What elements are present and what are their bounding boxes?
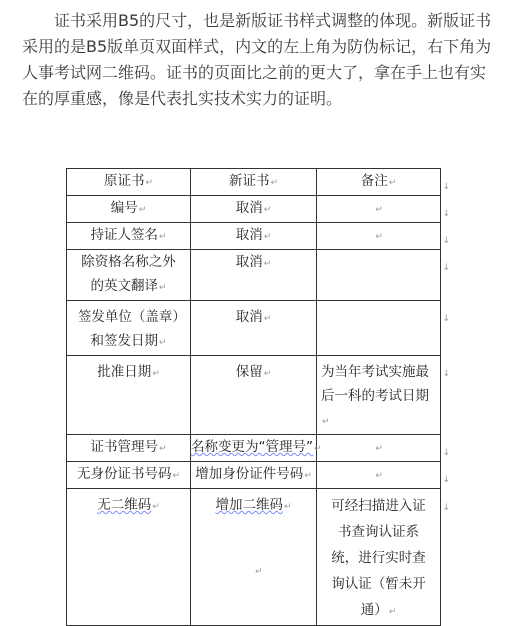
- cell-original: 批准日期↵: [67, 356, 191, 435]
- cell-remark: ↓: [317, 301, 441, 356]
- table-row: [67, 356, 441, 435]
- cell-remark: ↵ ↓: [317, 223, 441, 250]
- intro-text: 证书采用B5的尺寸，也是新版证书样式调整的体现。新版证书采用的是B5版单页双面样式，内文的左上角为防伪标记，右下角为人事考试网二维码。证书的页面比之前的更大了，拿在手上也有实在的厚重感，像是代表扎实技术实力的证明。: [22, 11, 492, 108]
- certificate-comparison-table: [66, 168, 450, 626]
- cell-original: 签发单位（盖章）和签发日期↵: [67, 301, 191, 356]
- cell-original: 无身份证书号码↵: [67, 462, 191, 489]
- table-row: [67, 435, 441, 462]
- cell-remark: ↵ ↓: [317, 462, 441, 489]
- cell-new: 取消↵: [191, 301, 317, 356]
- cell-new: 取消↵: [191, 223, 317, 250]
- table-row: [67, 196, 441, 223]
- cell-new: 取消↵: [191, 196, 317, 223]
- header-original: 原证书↵: [67, 169, 191, 196]
- header-new: 新证书↵: [191, 169, 317, 196]
- cell-remark: 可经扫描进入证书查询认证系统，进行实时查询认证（暂未开通）↵ ↓: [317, 489, 441, 626]
- table-row: [67, 223, 441, 250]
- cell-new: 增加身份证件号码↵: [191, 462, 317, 489]
- cell-original: 持证人签名↵: [67, 223, 191, 250]
- table-row: [67, 250, 441, 301]
- paragraph-mark: ↵: [255, 567, 263, 577]
- cell-remark: ↓: [317, 250, 441, 301]
- cell-new: 取消↵: [191, 250, 317, 301]
- cell-new: 名称变更为“管理号”↵: [191, 435, 317, 462]
- table-row: [67, 301, 441, 356]
- cell-original: 除资格名称之外的英文翻译↵: [67, 250, 191, 301]
- header-remark: 备注↵ ↓: [317, 169, 441, 196]
- cell-original: 证书管理号↵: [67, 435, 191, 462]
- intro-paragraph: [22, 8, 492, 112]
- cell-new: 保留↵: [191, 356, 317, 435]
- cell-original: 无二维码↵: [67, 489, 191, 626]
- cell-remark: ↵ ↓: [317, 435, 441, 462]
- table-header-row: [67, 169, 441, 196]
- table-row: [67, 489, 441, 626]
- cell-remark: 为当年考试实施最后一科的考试日期↵ ↓: [317, 356, 441, 435]
- cell-original: 编号↵: [67, 196, 191, 223]
- cell-remark: ↵ ↓: [317, 196, 441, 223]
- table-row: [67, 462, 441, 489]
- cell-new: 增加二维码↵: [191, 489, 317, 626]
